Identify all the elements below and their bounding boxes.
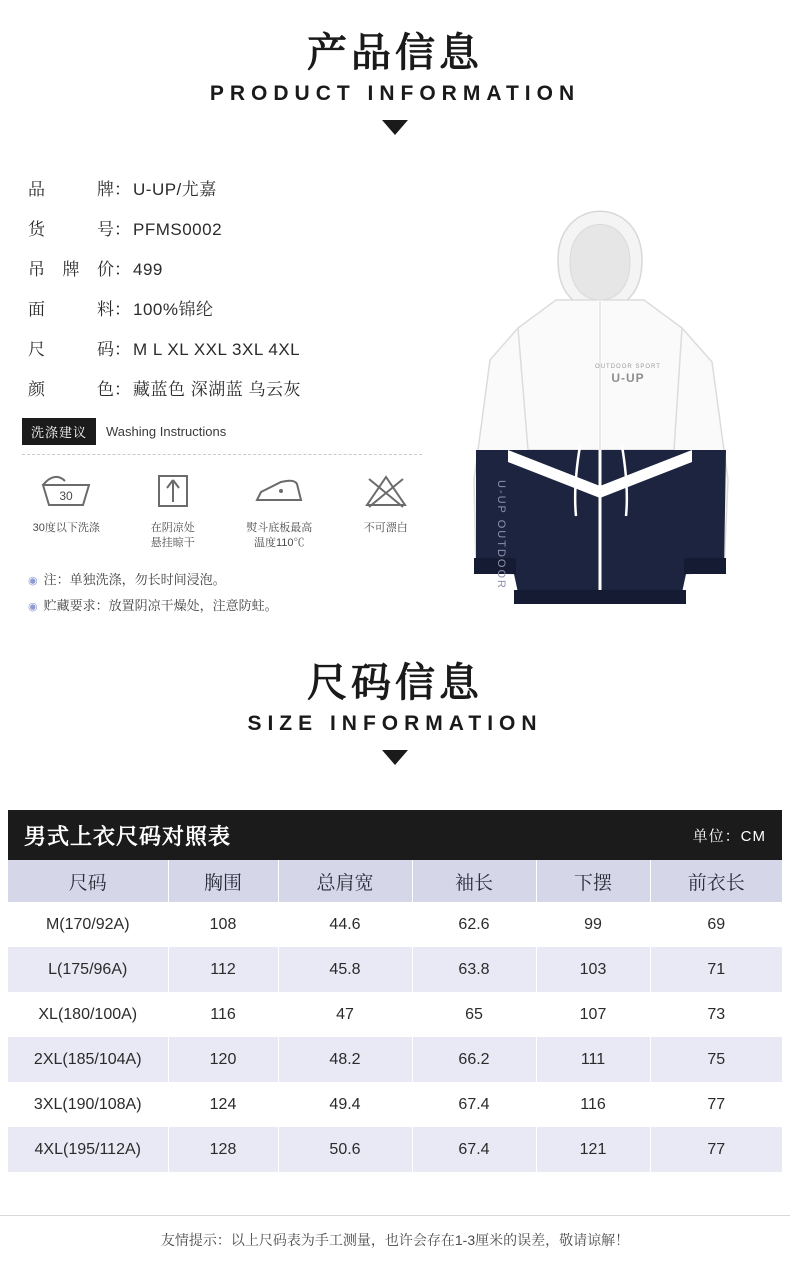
- attribute-value: 499: [133, 260, 163, 279]
- svg-text:30: 30: [59, 489, 73, 503]
- divider: [22, 454, 422, 455]
- attribute-label: 尺 码: [28, 340, 114, 359]
- attribute-value: PFMS0002: [133, 220, 223, 239]
- svg-text:U-UP: U-UP: [611, 371, 645, 385]
- washing-header: [22, 418, 422, 445]
- cell-shoulder: 45.8: [278, 947, 412, 992]
- svg-text:OUTDOOR SPORT: OUTDOOR SPORT: [595, 364, 661, 370]
- cell-front-length: 77: [707, 1095, 726, 1113]
- washing-instructions-block: [22, 418, 422, 621]
- wash-tub-30-icon: [30, 465, 103, 517]
- cell-hem: 116: [536, 1082, 650, 1127]
- product-information-section: [0, 0, 790, 613]
- down-triangle-icon: [382, 120, 408, 135]
- attribute-value: 100%锦纶: [133, 300, 214, 319]
- attribute-label: 面 料: [28, 300, 114, 319]
- size-chart-table: [8, 860, 782, 1172]
- product-section-header: [0, 30, 790, 135]
- attribute-label: 品 牌: [28, 180, 114, 199]
- cell-front-length: 77: [707, 1140, 726, 1158]
- size-section-header: [0, 660, 790, 765]
- size-chart-unit: 单位：CM: [692, 827, 766, 845]
- cell-shoulder: 50.6: [278, 1127, 412, 1172]
- washing-icon-caption: 30度以下洗涤: [32, 522, 100, 534]
- down-triangle-icon: [382, 750, 408, 765]
- cell-front-length: 73: [707, 1005, 726, 1023]
- cell-chest: 108: [168, 902, 278, 947]
- cell-size: XL(180/100A): [8, 992, 168, 1037]
- column-header-size: 尺码: [8, 860, 168, 902]
- column-header-shoulder: 总肩宽: [278, 860, 412, 902]
- cell-hem: 107: [536, 992, 650, 1037]
- washing-icon-caption: 在阴凉处 悬挂晾干: [150, 522, 195, 549]
- washing-icon-caption: 不可漂白: [363, 522, 408, 534]
- attribute-label: 货 号: [28, 220, 114, 239]
- colon: ：: [114, 260, 131, 279]
- column-header-sleeve: 袖长: [412, 860, 536, 902]
- cell-chest: 120: [168, 1037, 278, 1082]
- colon: ：: [114, 220, 131, 239]
- cell-chest: 116: [168, 992, 278, 1037]
- product-heading-en: PRODUCT INFORMATION: [209, 82, 581, 105]
- washing-icon-item: [350, 465, 423, 551]
- cell-shoulder: 47: [278, 992, 412, 1037]
- column-header-front-length: 前衣长: [650, 860, 782, 902]
- cell-front-length: 75: [707, 1050, 726, 1068]
- cell-shoulder: 49.4: [278, 1082, 412, 1127]
- cell-hem: 99: [536, 902, 650, 947]
- washing-icon-caption: 熨斗底板最高 温度110℃: [246, 522, 313, 549]
- cell-sleeve: 67.4: [412, 1082, 536, 1127]
- product-attribute-list: [28, 175, 428, 415]
- cell-hem: 103: [536, 947, 650, 992]
- cell-shoulder: 48.2: [278, 1037, 412, 1082]
- cell-sleeve: 66.2: [412, 1037, 536, 1082]
- cell-sleeve: 67.4: [412, 1127, 536, 1172]
- washing-note: [28, 569, 422, 588]
- iron-110-icon: [243, 465, 316, 517]
- colon: ：: [114, 180, 131, 199]
- attribute-value: U-UP/尤嘉: [133, 180, 217, 199]
- cell-front-length: 69: [707, 915, 726, 933]
- table-header-row: [8, 860, 782, 902]
- washing-note: [28, 595, 422, 614]
- attribute-value: 藏蓝色 深湖蓝 乌云灰: [133, 380, 301, 399]
- cell-sleeve: 63.8: [412, 947, 536, 992]
- cell-front-length: 71: [707, 960, 726, 978]
- product-photo-jacket: [430, 150, 770, 650]
- cell-hem: 121: [536, 1127, 650, 1172]
- table-row: [8, 1037, 782, 1082]
- cell-sleeve: 62.6: [412, 902, 536, 947]
- washing-icon-item: [30, 465, 103, 551]
- cell-chest: 112: [168, 947, 278, 992]
- attribute-label: 吊 牌 价: [28, 260, 114, 279]
- colon: ：: [114, 300, 131, 319]
- cell-size: 4XL(195/112A): [8, 1127, 168, 1172]
- size-chart-table-block: [8, 810, 782, 1172]
- size-heading-cn: 尺码信息: [307, 661, 483, 705]
- cell-size: 2XL(185/104A): [8, 1037, 168, 1082]
- size-chart-footer-note: 友情提示：以上尺码表为手工测量，也许会存在1-3厘米的误差，敬请谅解！: [0, 1215, 790, 1250]
- cell-sleeve: 65: [412, 992, 536, 1037]
- product-attribute-row: [28, 295, 428, 320]
- bullet-icon: ◉: [28, 600, 38, 613]
- washing-notes: [22, 569, 422, 614]
- table-row: [8, 902, 782, 947]
- product-attribute-row: [28, 175, 428, 200]
- table-row: [8, 1127, 782, 1172]
- size-information-section: [0, 660, 790, 765]
- size-chart-title: 男式上衣尺码对照表: [24, 823, 232, 849]
- washing-note-text: 贮藏要求：放置阴凉干燥处，注意防蛀。: [43, 597, 278, 613]
- attribute-label: 颜 色: [28, 380, 114, 399]
- washing-english-label: Washing Instructions: [106, 424, 227, 439]
- column-header-hem: 下摆: [536, 860, 650, 902]
- bullet-icon: ◉: [28, 574, 38, 587]
- size-heading-en: SIZE INFORMATION: [247, 712, 543, 735]
- cell-size: 3XL(190/108A): [8, 1082, 168, 1127]
- column-header-chest: 胸围: [168, 860, 278, 902]
- no-bleach-icon: [350, 465, 423, 517]
- table-row: [8, 947, 782, 992]
- washing-note-text: 注：单独洗涤，勿长时间浸泡。: [43, 571, 226, 587]
- attribute-value: M L XL XXL 3XL 4XL: [133, 340, 301, 359]
- svg-text:U-UP OUTDOOR: U-UP OUTDOOR: [495, 480, 507, 590]
- cell-size: M(170/92A): [8, 902, 168, 947]
- product-heading-cn: 产品信息: [307, 31, 483, 75]
- colon: ：: [114, 380, 131, 399]
- hang-dry-shade-icon: [137, 465, 210, 517]
- size-chart-title-bar: [8, 810, 782, 860]
- table-row: [8, 1082, 782, 1127]
- washing-icon-row: [22, 465, 422, 551]
- washing-icon-item: [137, 465, 210, 551]
- washing-tag-label: 洗涤建议: [22, 418, 96, 445]
- cell-shoulder: 44.6: [278, 902, 412, 947]
- product-attribute-row: [28, 335, 428, 360]
- product-attribute-row: [28, 375, 428, 400]
- cell-hem: 111: [536, 1037, 650, 1082]
- cell-size: L(175/96A): [8, 947, 168, 992]
- cell-chest: 124: [168, 1082, 278, 1127]
- table-row: [8, 992, 782, 1037]
- product-attribute-row: [28, 255, 428, 280]
- colon: ：: [114, 340, 131, 359]
- washing-icon-item: [243, 465, 316, 551]
- cell-chest: 128: [168, 1127, 278, 1172]
- product-attribute-row: [28, 215, 428, 240]
